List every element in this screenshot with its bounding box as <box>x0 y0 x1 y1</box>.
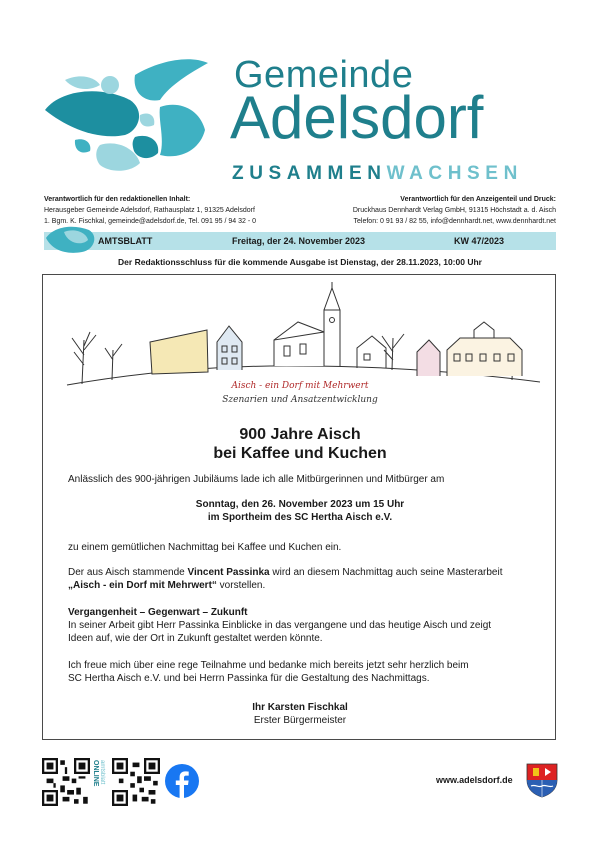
imprint-editorial-line2: 1. Bgm. K. Fischkal, gemeinde@adelsdorf.de, Tel. 091 95 / 94 32 - 0 <box>44 218 257 225</box>
bar-date: Freitag, der 24. November 2023 <box>232 236 366 246</box>
imprint-print-line1: Druckhaus Dennhardt Verlag GmbH, 91315 Höchstadt a. d. Aisch <box>352 207 556 214</box>
slogan-part2: WACHSEN <box>386 163 523 184</box>
article-headline <box>0 425 600 463</box>
article-event <box>0 498 600 524</box>
para2-work-title: „Aisch - ein Dorf mit Mehrwert“ <box>68 580 217 591</box>
bar-label: AMTSBLATT <box>98 236 153 246</box>
headline-line2: bei Kaffee und Kuchen <box>213 445 387 462</box>
para3-heading: Vergangenheit – Gegenwart – Zukunft <box>68 607 248 618</box>
para2-text-a: Der aus Aisch stammende <box>68 567 188 578</box>
para3-line2: Ideen auf, wie der Ort in Zukunft gestaltet werden könnte. <box>68 633 323 644</box>
headline-line1: 900 Jahre Aisch <box>239 426 361 443</box>
illustration-caption-title: Aisch - ein Dorf mit Mehrwert <box>231 381 369 391</box>
para4-line2: SC Hertha Aisch e.V. und bei Herrn Passinka für die Gestaltung des Nachmittags. <box>68 673 430 684</box>
article-paragraph-masterarbeit <box>68 566 538 592</box>
bar-drop-icon <box>44 222 104 256</box>
article-paragraph-zukunft <box>68 606 538 645</box>
online-label: ONLINE <box>92 760 99 787</box>
facebook-icon[interactable] <box>165 764 199 798</box>
para2-name: Vincent Passinka <box>187 567 270 578</box>
imprint-print <box>353 194 556 227</box>
imprint-editorial-line1: Herausgeber Gemeinde Adelsdorf, Rathausplatz 1, 91325 Adelsdorf <box>44 207 255 214</box>
qr-code-icon[interactable] <box>42 758 90 806</box>
imprint-editorial-heading: Verantwortlich für den redaktionellen Inhalt: <box>44 196 191 203</box>
event-line2: im Sportheim des SC Hertha Aisch e.V. <box>207 512 393 523</box>
article-invite: zu einem gemütlichen Nachmittag bei Kaffee und Kuchen ein. <box>68 542 342 553</box>
para2-text-b: wird an diesem Nachmittag auch seine Masterarbeit <box>269 567 503 578</box>
logo-title-small: Gemeinde <box>234 54 414 96</box>
para3-line1: In seiner Arbeit gibt Herr Passinka Einblicke in das vergangene und das heutige Aisch und zeigt <box>68 620 492 631</box>
para2-text-c: vorstellen. <box>216 580 266 591</box>
article-intro: Anlässlich des 900-jährigen Jubiläums lade ich alle Mitbürgerinnen und Mitbürger am <box>68 474 445 485</box>
online-sub-label: amtsblatt <box>99 760 105 785</box>
article-signature <box>0 701 600 727</box>
signature-title: Erster Bürgermeister <box>253 715 347 726</box>
logo-title-large: Adelsdorf <box>230 84 484 151</box>
article-paragraph-thanks <box>68 659 538 685</box>
deadline-notice: Der Redaktionsschluss für die kommende Ausgabe ist Dienstag, der 28.11.2023, 10:00 Uhr <box>118 257 482 267</box>
para4-line1: Ich freue mich über eine rege Teilnahme und bedanke mich bereits jetzt sehr herzlich beim <box>68 660 469 671</box>
bar-issue: KW 47/2023 <box>454 236 505 246</box>
event-line1: Sonntag, den 26. November 2023 um 15 Uhr <box>195 499 405 510</box>
slogan-part1: ZUSAMMEN <box>232 163 387 184</box>
signature-name: Ihr Karsten Fischkal <box>252 702 348 713</box>
online-amtsblatt-icon <box>90 758 104 806</box>
qr-code-icon-2[interactable] <box>112 758 160 806</box>
logo-slogan <box>232 163 523 185</box>
gemeinde-logo-drops-icon <box>40 55 215 175</box>
illustration-caption-subtitle: Szenarien und Ansatzentwicklung <box>222 395 378 405</box>
imprint-print-line2: Telefon: 0 91 93 / 82 55, info@dennhardt.net, www.dennhardt.net <box>353 218 556 225</box>
imprint-print-heading: Verantwortlich für den Anzeigenteil und Druck: <box>400 196 556 203</box>
coat-of-arms-icon <box>525 762 559 798</box>
website-link[interactable]: www.adelsdorf.de <box>436 775 513 785</box>
